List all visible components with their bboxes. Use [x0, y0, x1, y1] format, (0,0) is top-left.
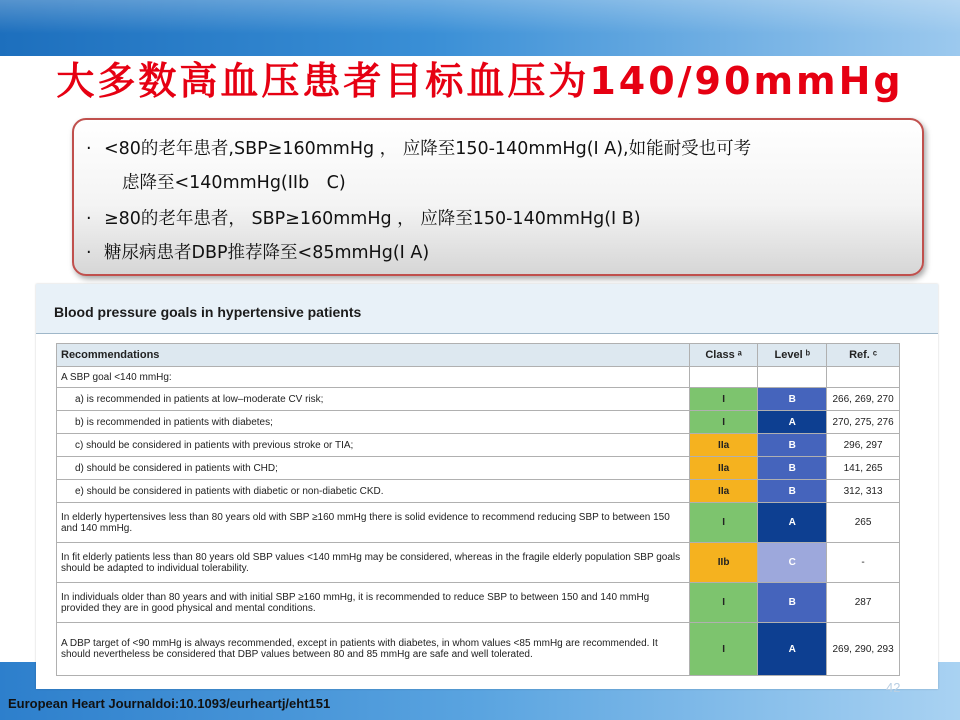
- header-level: Level ᵇ: [758, 344, 827, 367]
- header-ref: Ref. ᶜ: [827, 344, 900, 367]
- recommendation-text: In elderly hypertensives less than 80 years old with SBP ≥160 mmHg there is solid evidence to recommend reducing SBP to between 150 and 140 mmHg.: [57, 503, 690, 543]
- table-row: [57, 411, 900, 434]
- table-row: [57, 543, 900, 583]
- reference-cell: 287: [827, 583, 900, 623]
- level-badge: B: [758, 480, 827, 503]
- table-row: [57, 434, 900, 457]
- recommendation-text: In fit elderly patients less than 80 years old SBP values <140 mmHg may be considered, whereas in the fragile elderly population SBP goals should be adapted to individual tolerability.: [57, 543, 690, 583]
- page-number: 42: [886, 680, 901, 695]
- table-row: [57, 457, 900, 480]
- class-badge: I: [689, 583, 758, 623]
- level-badge: B: [758, 583, 827, 623]
- recommendation-text: d) should be considered in patients with CHD;: [57, 457, 690, 480]
- class-badge: I: [689, 388, 758, 411]
- reference-cell: 312, 313: [827, 480, 900, 503]
- table-row: [57, 388, 900, 411]
- reference-cell: 141, 265: [827, 457, 900, 480]
- class-badge: I: [689, 503, 758, 543]
- class-badge: I: [689, 623, 758, 676]
- top-banner: [0, 0, 960, 56]
- bullet-box: [72, 118, 924, 276]
- panel-title: Blood pressure goals in hypertensive patients: [54, 304, 362, 320]
- level-badge: C: [758, 543, 827, 583]
- reference-cell: 266, 269, 270: [827, 388, 900, 411]
- class-badge: IIa: [689, 480, 758, 503]
- table-header-row: [57, 344, 900, 367]
- bullet-item: · ≥80的老年患者， SBP≥160mmHg ， 应降至150-140mmHg(I B): [86, 209, 641, 229]
- header-class: Class ᵃ: [689, 344, 758, 367]
- recommendation-text: a) is recommended in patients at low–moderate CV risk;: [57, 388, 690, 411]
- level-badge: A: [758, 411, 827, 434]
- table-row: [57, 583, 900, 623]
- bullet-item-continuation: 虑降至<140mmHg(IIb C): [122, 173, 346, 193]
- header-recommendations: Recommendations: [57, 344, 690, 367]
- reference-cell: 269, 290, 293: [827, 623, 900, 676]
- table-row: [57, 480, 900, 503]
- reference-cell: 270, 275, 276: [827, 411, 900, 434]
- class-badge: IIb: [689, 543, 758, 583]
- class-badge: [689, 367, 758, 388]
- level-badge: B: [758, 434, 827, 457]
- level-badge: [758, 367, 827, 388]
- recommendation-text: c) should be considered in patients with previous stroke or TIA;: [57, 434, 690, 457]
- bullet-item: · <80的老年患者,SBP≥160mmHg ， 应降至150-140mmHg(I A),如能耐受也可考: [86, 139, 752, 159]
- panel-divider: [36, 333, 938, 334]
- reference-cell: 296, 297: [827, 434, 900, 457]
- slide-title: 大多数高血压患者目标血压为140/90mmHg: [56, 59, 904, 103]
- class-badge: I: [689, 411, 758, 434]
- class-badge: IIa: [689, 457, 758, 480]
- table-row: [57, 503, 900, 543]
- level-badge: A: [758, 623, 827, 676]
- recommendations-table: [56, 343, 900, 676]
- level-badge: B: [758, 457, 827, 480]
- recommendation-text: In individuals older than 80 years and with initial SBP ≥160 mmHg, it is recommended to reduce SBP to between 150 and 140 mmHg provided they are in good physical and mental conditions.: [57, 583, 690, 623]
- recommendation-text: A DBP target of <90 mmHg is always recommended, except in patients with diabetes, in whom values <85 mmHg are recommended. It should nevertheless be considered that DBP values between 80 and 85 mmHg are safe and well tolerated.: [57, 623, 690, 676]
- recommendation-text: b) is recommended in patients with diabetes;: [57, 411, 690, 434]
- reference-cell: -: [827, 543, 900, 583]
- reference-cell: [827, 367, 900, 388]
- bullet-item: · 糖尿病患者DBP推荐降至<85mmHg(I A): [86, 243, 430, 263]
- level-badge: A: [758, 503, 827, 543]
- recommendation-text: e) should be considered in patients with diabetic or non-diabetic CKD.: [57, 480, 690, 503]
- class-badge: IIa: [689, 434, 758, 457]
- table-row: [57, 623, 900, 676]
- reference-cell: 265: [827, 503, 900, 543]
- level-badge: B: [758, 388, 827, 411]
- citation-footer: European Heart Journaldoi:10.1093/eurheartj/eht151: [8, 696, 331, 711]
- table-row: [57, 367, 900, 388]
- recommendation-text: A SBP goal <140 mmHg:: [57, 367, 690, 388]
